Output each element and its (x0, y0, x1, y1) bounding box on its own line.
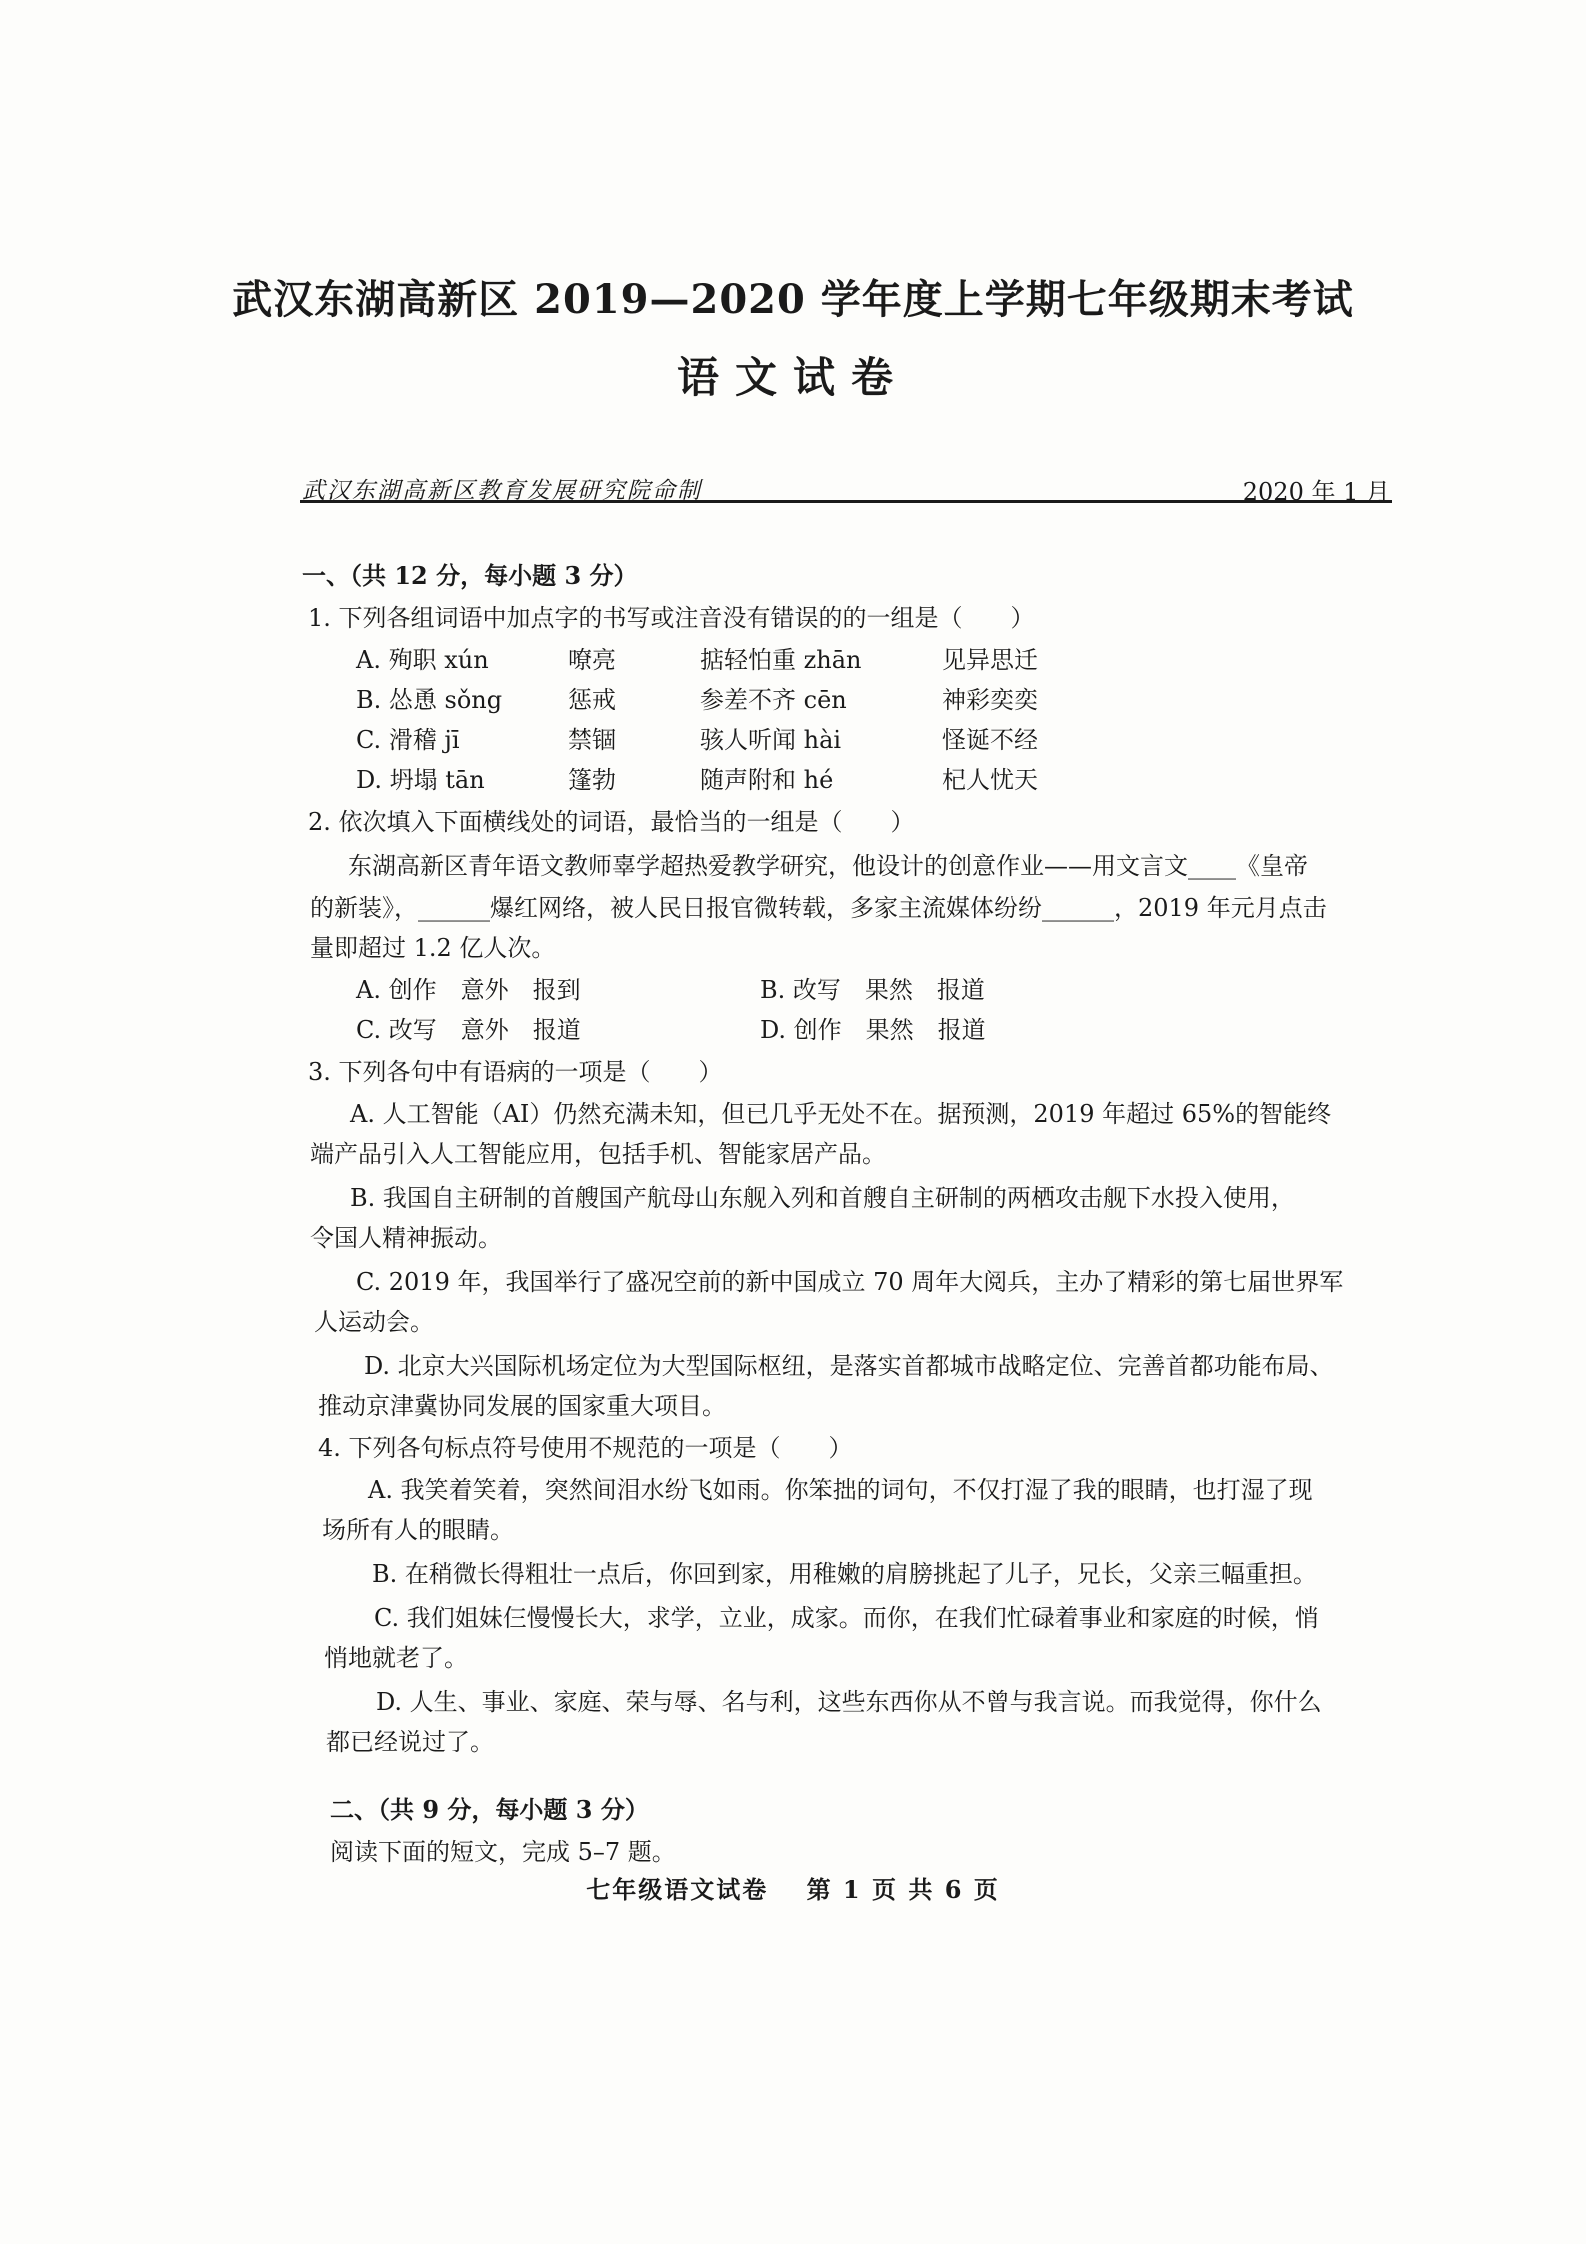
exam-date: 2020 年 1 月 (1242, 478, 1390, 506)
header-rule (300, 500, 1392, 503)
q2-option-b: B. 改写 果然 报道 (760, 976, 985, 1004)
q3-option-b-line-2: 令国人精神振动。 (310, 1224, 502, 1252)
q3-option-c-line-2: 人运动会。 (314, 1308, 434, 1336)
q2-passage-line-3: 量即超过 1.2 亿人次。 (310, 934, 556, 962)
q1-a-1: A. 殉职 xún (356, 646, 489, 674)
q1-d-1: D. 坍塌 tān (356, 766, 485, 794)
exam-title: 武汉东湖高新区 2019—2020 学年度上学期七年级期末考试 (232, 276, 1354, 323)
footer-subject: 七年级语文试卷 (586, 1875, 769, 1904)
footer-page-number: 第 1 页 共 6 页 (806, 1875, 1000, 1904)
q1-c-3: 骇人听闻 hài (700, 726, 842, 754)
q1-b-4: 神彩奕奕 (942, 686, 1038, 714)
q1-c-2: 禁锢 (568, 726, 616, 754)
q3-option-d-line-1: D. 北京大兴国际机场定位为大型国际枢纽，是落实首都城市战略定位、完善首都功能布局、 (364, 1352, 1334, 1380)
q1-c-1: C. 滑稽 jī (356, 726, 460, 754)
q1-b-3: 参差不齐 cēn (700, 686, 847, 714)
q4-stem: 4. 下列各句标点符号使用不规范的一项是（ ） (318, 1434, 853, 1462)
q4-option-c-line-1: C. 我们姐妹仨慢慢长大，求学，立业，成家。而你，在我们忙碌着事业和家庭的时候，悄 (374, 1604, 1319, 1632)
q1-b-1: B. 怂恿 sǒng (356, 686, 503, 714)
q3-option-a-line-2: 端产品引入人工智能应用，包括手机、智能家居产品。 (310, 1140, 886, 1168)
q3-option-d-line-2: 推动京津冀协同发展的国家重大项目。 (318, 1392, 726, 1420)
q2-option-d: D. 创作 果然 报道 (760, 1016, 986, 1044)
q1-a-3: 掂轻怕重 zhān (700, 646, 862, 674)
q4-option-c-line-2: 悄地就老了。 (324, 1644, 468, 1672)
q1-d-2: 篷勃 (568, 766, 616, 794)
q3-option-c-line-1: C. 2019 年，我国举行了盛况空前的新中国成立 70 周年大阅兵，主办了精彩的第七届世界军 (356, 1268, 1344, 1296)
q1-d-4: 杞人忧天 (942, 766, 1038, 794)
section-2-instruction: 阅读下面的短文，完成 5–7 题。 (330, 1838, 676, 1866)
q4-option-a-line-2: 场所有人的眼睛。 (322, 1516, 514, 1544)
q3-option-b-line-1: B. 我国自主研制的首艘国产航母山东舰入列和首艘自主研制的两栖攻击舰下水投入使用， (350, 1184, 1295, 1212)
exam-subtitle: 语文试卷 (676, 353, 909, 402)
q2-option-c: C. 改写 意外 报道 (356, 1016, 581, 1044)
q4-option-a-line-1: A. 我笑着笑着，突然间泪水纷飞如雨。你笨拙的词句，不仅打湿了我的眼睛，也打湿了现 (368, 1476, 1313, 1504)
q4-option-d-line-2: 都已经说过了。 (326, 1728, 494, 1756)
q2-passage-line-2: 的新装》，______爆红网络，被人民日报官微转载，多家主流媒体纷纷______，2019 年元月点击 (310, 894, 1327, 922)
issuer: 武汉东湖高新区教育发展研究院命制 (302, 478, 702, 504)
q2-option-a: A. 创作 意外 报到 (356, 976, 581, 1004)
q1-c-4: 怪诞不经 (942, 726, 1038, 754)
q2-stem: 2. 依次填入下面横线处的词语，最恰当的一组是（ ） (308, 808, 915, 836)
q3-stem: 3. 下列各句中有语病的一项是（ ） (308, 1058, 723, 1086)
section-2-heading: 二、（共 9 分，每小题 3 分） (330, 1795, 649, 1824)
q4-option-b-line-1: B. 在稍微长得粗壮一点后，你回到家，用稚嫩的肩膀挑起了儿子，兄长，父亲三幅重担。 (372, 1560, 1317, 1588)
q2-passage-line-1: 东湖高新区青年语文教师辜学超热爱教学研究，他设计的创意作业——用文言文____《皇帝 (348, 852, 1308, 880)
q1-b-2: 惩戒 (568, 686, 616, 714)
q1-a-2: 嘹亮 (568, 646, 616, 674)
q4-option-d-line-1: D. 人生、事业、家庭、荣与辱、名与利，这些东西你从不曾与我言说。而我觉得，你什么 (376, 1688, 1322, 1716)
q1-d-3: 随声附和 hé (700, 766, 834, 794)
section-1-heading: 一、（共 12 分，每小题 3 分） (302, 561, 638, 590)
page-footer (0, 1870, 1586, 1905)
q3-option-a-line-1: A. 人工智能（AI）仍然充满未知，但已几乎无处不在。据预测，2019 年超过 65%的智能终 (350, 1100, 1332, 1128)
q1-a-4: 见异思迁 (942, 646, 1038, 674)
q1-stem: 1. 下列各组词语中加点字的书写或注音没有错误的的一组是（ ） (308, 604, 1035, 632)
